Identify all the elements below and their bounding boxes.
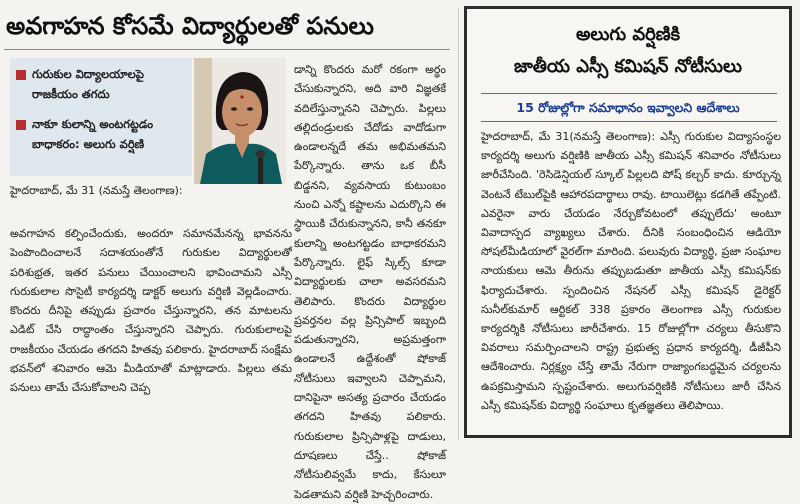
headline-rule	[4, 49, 450, 50]
right-article-box	[464, 6, 792, 438]
article-paragraph: అవగాహన కల్పించేందుకు, అందరూ సమానమేనన్న భావనను పెంపొందించాలనే సదాశయంతోనే గురుకుల విద్యార్థులతో పరిశుభ్రత, ఇతర పనులు చేయించాలని భావించామని ఎస్సీ గురుకులాల సొసైటీ కార్యదర్శి డాక్టర్ అలుగు వర్షిణి వెల్లడించారు. కొందరు దీనిపై తప్పుడు ప్రచారం చేస్తున్నారని, తన మాటలను ఎడిట్ చేసి రాద్ధాంతం చేస్తున్నారని చెప్పారు. గురుకులాలపై రాజకీయం చేయడం తగదని హితవు పలికారు. హైదరాబాద్ సంక్షేమ భవన్‌లో శనివారం ఆమె మీడియాతో మాట్లాడారు. పిల్లలు తమ పనులు తామే చేసుకోవాలని చెప్ప	[10, 227, 292, 395]
square-bullet-icon	[16, 70, 26, 80]
highlights-box	[10, 58, 192, 176]
portrait-photo	[194, 58, 286, 184]
article-column-1	[10, 224, 292, 438]
right-title-line-2: జాతీయ ఎస్సీ కమిషన్ నోటీసులు	[513, 56, 743, 77]
portrait-image	[194, 58, 286, 184]
article-paragraph: హైదరాబాద్, మే 31(నమస్తే తెలంగాణ): ఎస్సీ గురుకుల విద్యాసంస్థల కార్యదర్శి అలుగు వర్షిణికి జాతీయ ఎస్సీ కమిషన్ శనివారం నోటీసులు జారీచేసింది. 'రెసిడెన్షియల్ స్కూల్ పిల్లలది పోష్ కల్చర్ కాదు. కూర్చున్న వెంటనే టేబుల్‌పైకి ఆహారపదార్థాలు రావు. టాయిలెట్లు కడగితే తప్పేంటి. ఎవరైనా వారు చేయడం నేర్చుకోవటంలో తప్పులేదు' అంటూ వివాదాస్పద వ్యాఖ్యలు చేశారు. దీనికి సంబంధించిన ఆడియో సోషల్‌మీడియాలో వైరల్‌గా మారింది. పలువురు విద్యార్థి, ప్రజా సంఘాల నాయకులు ఆమె తీరును తప్పుబడుతూ జాతీయ ఎస్సీ కమిషన్‌కు ఫిర్యాదుచేశారు. స్పందించిన నేషనల్ ఎస్సీ కమిషన్ డైరెక్టర్ సునీల్‌కుమార్ ఆర్టికల్ 338 ప్రకారం తెలంగాణ ఎస్సీ గురుకుల కార్యదర్శికి నోటీసులు జారీచేశారు. 15 రోజుల్లోగా చర్యలు తీసుకొని వివరాలు సమర్పించాలని రాష్ట్ర ప్రభుత్వ ప్రధాన కార్యదర్శి, డీజీపీని ఆదేశించారు. నిర్లక్ష్యం చేస్తే తామే నేరుగా రాజ్యాంగబద్ధమైన చర్యలను ఉపక్రమిస్తామని స్పష్టంచేశారు. అలుగువర్షిణికి నోటీసులు జారీ చేసిన ఎస్సీ కమిషన్‌కు విద్యార్థి సంఘాలు కృతజ్ఞతలు తెలిపాయి.	[481, 130, 781, 412]
article-paragraph: డాన్ని కొందరు మరో రకంగా అర్థం చేసుకున్నారని, అది వారి విజ్ఞతకే వదిలేస్తున్నానని చెప్పారు. పిల్లలు తల్లిదండ్రులకు చేదోడు వాదోడుగా ఉండాలన్నదే తమ అభిమతమని పేర్కొన్నారు. తాను ఒక బీసీ బిడ్డనని, వ్యవసాయ కుటుంబం నుంచి ఎన్నో కష్టాలను ఎదుర్కొని ఈ స్థాయికి చేరుకున్నానని, కానీ తనకూ కులాన్ని అంటగట్టడం బాధాకరమని పేర్కొన్నారు. లైఫ్ స్కిల్స్ కూడా విద్యార్థులకు చాలా అవసరమని తెలిపారు. కొందరు విద్యార్థుల ప్రవర్తనల వల్ల ప్రిన్సిపాల్ ఇబ్బంది పడుతున్నారని, అప్రమత్తంగా ఉండాలనే ఉద్దేశంతో షోకాజ్ నోటీసులు ఇవ్వాలని చెప్పామని, దానిపైనా అసత్య ప్రచారం చేయడం తగదని హితవు పలికారు. గురుకులాల ప్రిన్సిపాళ్లపై దాడులు, దూషణలు చేస్తే.. షోకాజ్ నోటీసులివ్వమే కాదు, కేసులూ పెడతామని వర్షిణి హెచ్చరించారు.	[294, 63, 446, 501]
article-dateline	[10, 181, 192, 221]
subtitle-rule-top	[481, 93, 777, 94]
subtitle-rule-bottom	[481, 121, 777, 122]
right-title-line-1: అలుగు వర్షిణికి	[575, 24, 681, 45]
highlight-text: గురుకుల విద్యాలయాలపై రాజకీయం తగదు	[32, 67, 144, 101]
highlight-text: నాకూ కులాన్ని అంటగట్టడం బాధాకరం: అలుగు వర్షిణి	[32, 117, 154, 151]
right-subtitle: 15 రోజుల్లోగా సమాధానం ఇవ్వాలని ఆదేశాలు	[516, 100, 740, 115]
article-headline: అవగాహన కోసమే విద్యార్థులతో పనులు	[6, 12, 374, 40]
highlight-item	[16, 64, 186, 104]
right-article-body	[481, 127, 781, 435]
highlight-item	[16, 114, 186, 154]
dateline-text: హైదరాబాద్, మే 31 (నమస్తే తెలంగాణ):	[10, 184, 183, 197]
article-column-2	[294, 60, 446, 501]
column-divider	[458, 8, 459, 440]
square-bullet-icon	[16, 120, 26, 130]
